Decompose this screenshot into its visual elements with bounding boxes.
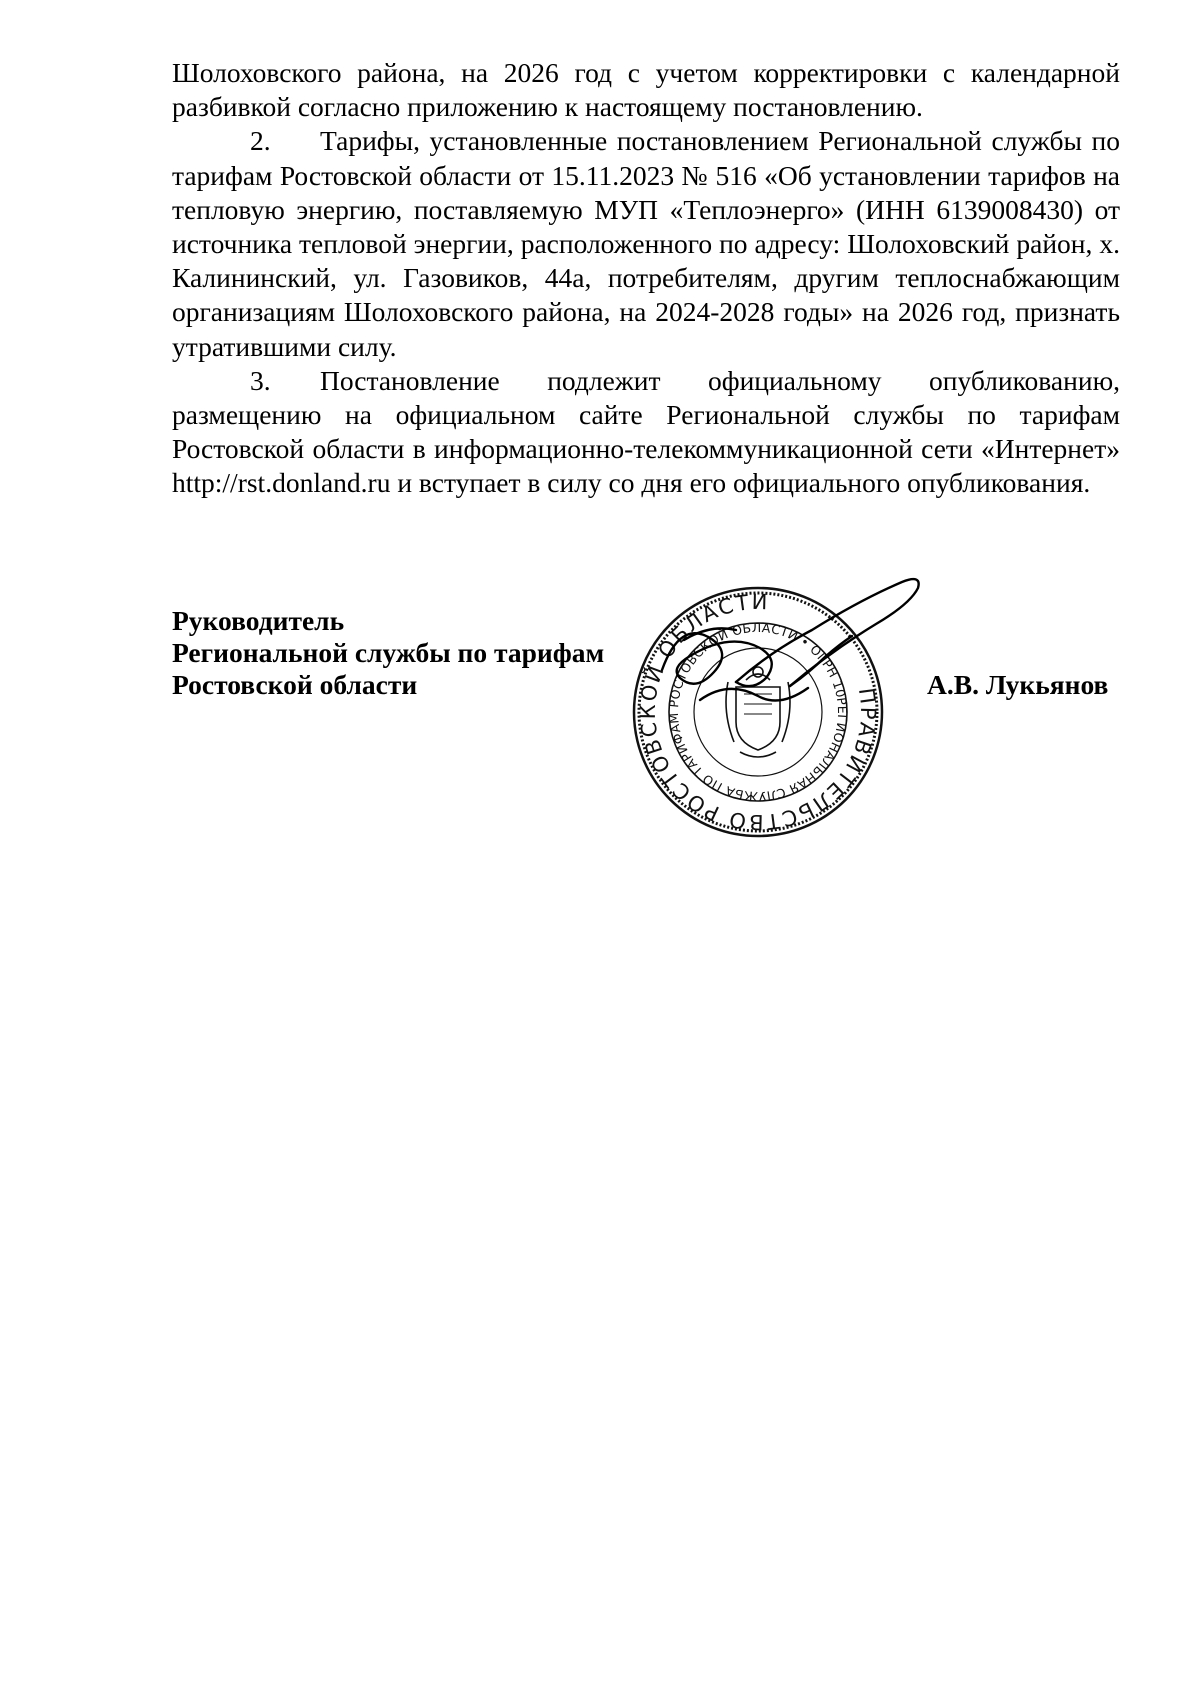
signer-position-line-2: Региональной службы по тарифам (172, 637, 605, 668)
paragraph-3 (172, 364, 1120, 501)
paragraph-text: Шолоховского района, на 2026 год с учетом корректировки с календарной разбивкой согласно приложению к настоящему постановлению. (172, 57, 1120, 123)
signer-position (172, 605, 604, 701)
paragraph-text: Постановление подлежит официальному опубликованию, размещению на официальном сайте Региональной службы по тарифам Ростовской области в информационно-телекоммуникационной сети «Интернет» http://rst.donland.ru и вступает в силу со дня его официального опубликования. (172, 364, 1120, 499)
signer-position-line-3: Ростовской области (172, 669, 418, 700)
signer-position-line-1: Руководитель (172, 605, 345, 636)
svg-text:ПРАВИТЕЛЬСТВО РОСТОВСКОЙ ОБЛАС: ПРАВИТЕЛЬСТВО РОСТОВСКОЙ ОБЛАСТИ (635, 589, 881, 835)
paragraph-number: 2. (250, 125, 271, 157)
paragraph-text: Тарифы, установленные постановлением Региональной службы по тарифам Ростовской области от 15.11.2023 № 516 «Об установлении тарифов на тепловую энергию, поставляемую МУП «Теплоэнерго» (ИНН 6139008430) от источника тепловой энергии, расположенного по адресу: Шолоховский район, х. Калининский, ул. Газовиков, 44а, потребителям, другим теплоснабжающим организациям Шолоховского района, на 2024-2028 годы» на 2026 год, признать утратившими силу. (172, 125, 1120, 362)
signer-name: А.В. Лукьянов (927, 669, 1109, 700)
handwritten-signature (640, 560, 940, 760)
document-body (172, 56, 1120, 501)
paragraph-1-continuation (172, 56, 1120, 124)
svg-text:РЕГИОНАЛЬНАЯ СЛУЖБА ПО ТАРИФАМ: РЕГИОНАЛЬНАЯ СЛУЖБА ПО ТАРИФАМ РОСТОВСКОЙ ОБЛАСТИ • ОГРН 1026104157265 (665, 619, 851, 805)
paragraph-number: 3. (250, 364, 271, 396)
paragraph-2 (172, 124, 1120, 363)
